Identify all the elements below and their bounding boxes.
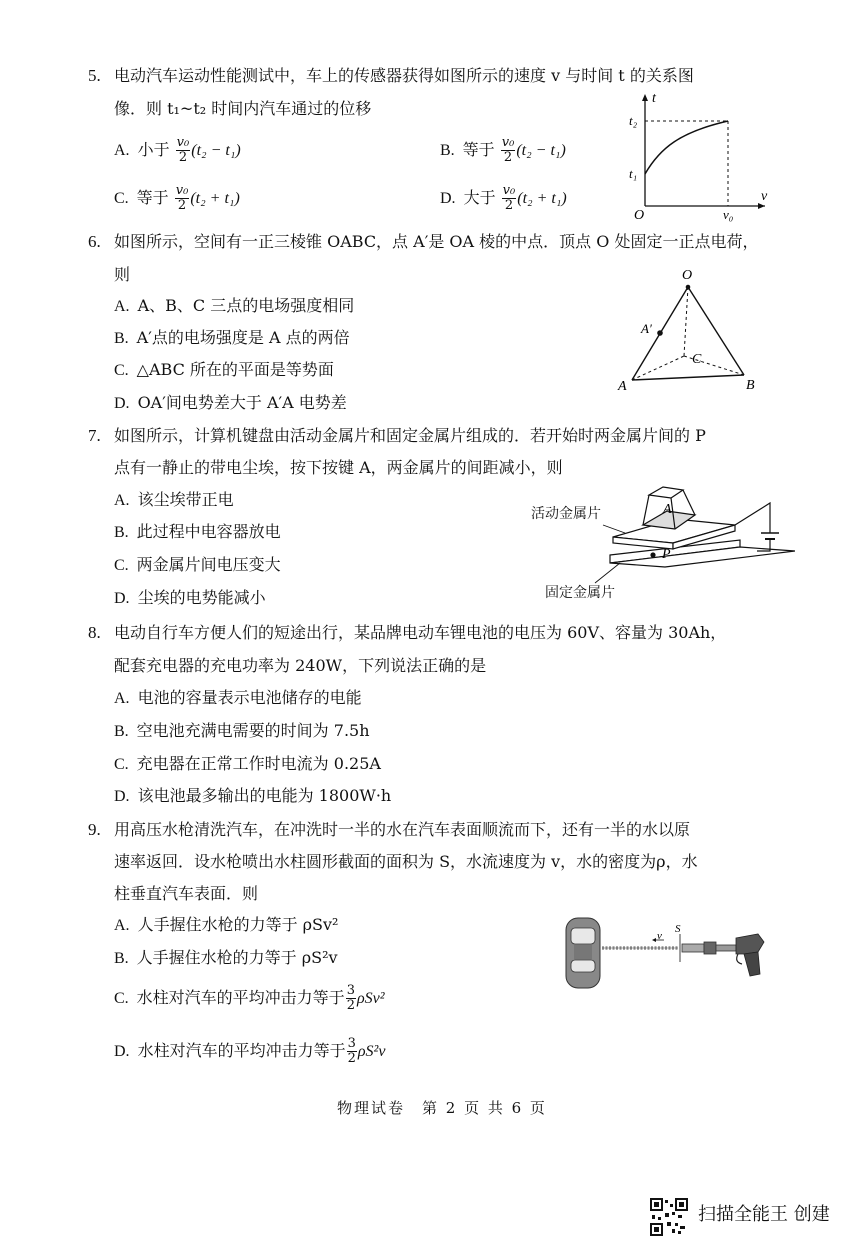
vertex-c-label: C <box>692 352 702 367</box>
option-suffix: (t₂ − t₁) <box>191 142 241 159</box>
area-label: S <box>675 923 681 935</box>
q8-number: 8. <box>88 623 101 642</box>
option-text: OA′间电势差大于 A′A 电势差 <box>137 393 347 412</box>
page-footer: 物理试卷 第 2 页 共 6 页 <box>337 1099 547 1117</box>
q9-stem-line2: 速率返回．设水枪喷出水柱圆形截面的面积为 S，水流速度为 v，水的密度为ρ，水 <box>114 852 698 871</box>
q7-stem-line2: 点有一静止的带电尘埃，按下按键 A，两金属片的间距减小，则 <box>114 458 563 477</box>
movable-plate-label: 活动金属片 <box>531 506 601 522</box>
option-letter: B. <box>114 524 129 541</box>
q5-velocity-time-graph <box>625 88 775 223</box>
option-prefix: 等于 <box>462 140 495 159</box>
q8-option-a <box>114 688 362 709</box>
q5-number: 5. <box>88 66 101 85</box>
vertex-a-label: A <box>618 379 627 394</box>
option-text: 充电器在正常工作时电流为 0.25A <box>136 754 381 773</box>
fraction: $\frac{3}{2}$ <box>346 983 355 1013</box>
fraction: $\frac{\text{v₀}}{2}$ <box>176 135 190 165</box>
q6-option-c <box>114 360 334 381</box>
option-letter: A. <box>114 298 130 315</box>
option-letter: A. <box>114 492 130 509</box>
q9-option-c <box>114 984 385 1013</box>
option-letter: A. <box>114 142 130 159</box>
fixed-plate-label: 固定金属片 <box>545 585 615 601</box>
option-prefix: 小于 <box>137 140 170 159</box>
q9-number: 9. <box>88 820 101 839</box>
q6-stem-line2: 则 <box>114 265 131 284</box>
option-letter: C. <box>114 362 129 379</box>
q5-stem-line1: 电动汽车运动性能测试中，车上的传感器获得如图所示的速度 v 与时间 t 的关系图 <box>114 66 694 85</box>
q8-option-d <box>114 786 391 807</box>
option-letter: A. <box>114 690 130 707</box>
graph-v0-label: v₀ <box>723 207 734 222</box>
option-letter: C. <box>114 557 129 574</box>
q8-option-b <box>114 721 370 742</box>
q7-option-c <box>114 555 281 576</box>
q9-stem-line1: 用高压水枪清洗汽车，在冲洗时一半的水在汽车表面顺流而下，还有一半的水以原 <box>114 820 691 839</box>
q8-stem-line1: 电动自行车方便人们的短途出行，某品牌电动车锂电池的电压为 60V、容量为 30Ah， <box>114 623 727 642</box>
option-text: 此过程中电容器放电 <box>136 522 281 541</box>
option-letter: B. <box>114 723 129 740</box>
graph-t2-label: t₂ <box>629 113 638 128</box>
point-p-label: P <box>662 547 671 562</box>
option-text: A、B、C 三点的电场强度相同 <box>137 296 355 315</box>
q9-option-b <box>114 948 338 969</box>
option-text: A′点的电场强度是 A 点的两倍 <box>136 328 350 347</box>
vertex-b-label: B <box>746 378 755 393</box>
option-letter: B. <box>114 950 129 967</box>
graph-t1-label: t₁ <box>629 166 638 181</box>
fraction: $\frac{\text{v₀}}{2}$ <box>502 183 516 213</box>
vertex-a-prime-label: A′ <box>641 321 652 336</box>
option-prefix: 大于 <box>463 188 496 207</box>
q6-option-b <box>114 328 350 349</box>
fraction: $\frac{\text{v₀}}{2}$ <box>175 183 189 213</box>
graph-origin-label: O <box>634 208 645 223</box>
option-suffix: (t₂ − t₁) <box>516 142 566 159</box>
q7-option-d <box>114 588 266 609</box>
qr-code-icon <box>650 1198 688 1236</box>
option-letter: D. <box>114 395 130 412</box>
option-text: 空电池充满电需要的时间为 7.5h <box>136 721 370 740</box>
q5-option-d <box>440 184 567 213</box>
vertex-o-label: O <box>682 268 693 283</box>
option-letter: D. <box>440 190 456 207</box>
q9-car-washing-figure <box>558 912 773 992</box>
velocity-label: v <box>657 930 662 942</box>
q7-option-a <box>114 490 234 511</box>
q5-option-a <box>114 136 241 165</box>
q5-option-b <box>440 136 566 165</box>
option-prefix: 等于 <box>136 188 169 207</box>
option-prefix: 水柱对汽车的平均冲击力等于 <box>137 1041 346 1060</box>
option-text: 尘埃的电势能减小 <box>137 588 266 607</box>
option-suffix: ρSv² <box>356 990 385 1007</box>
option-letter: B. <box>440 142 455 159</box>
q7-option-b <box>114 522 281 543</box>
option-letter: A. <box>114 917 130 934</box>
option-text: 电池的容量表示电池储存的电能 <box>137 688 362 707</box>
fraction: $\frac{\text{v₀}}{2}$ <box>501 135 515 165</box>
option-suffix: (t₂ + t₁) <box>190 190 240 207</box>
q8-option-c <box>114 754 381 775</box>
q5-option-c <box>114 184 240 213</box>
option-text: 该尘埃带正电 <box>137 490 234 509</box>
q6-option-d <box>114 393 347 414</box>
q9-option-a <box>114 915 338 936</box>
q6-number: 6. <box>88 232 101 251</box>
option-text: 人手握住水枪的力等于 ρS²v <box>136 948 338 967</box>
q5-stem-line2: 像．则 t₁~t₂ 时间内汽车通过的位移 <box>114 99 372 118</box>
option-letter: B. <box>114 330 129 347</box>
graph-axis-y-label: t <box>652 91 656 106</box>
option-text: 两金属片间电压变大 <box>136 555 281 574</box>
q8-stem-line2: 配套充电器的充电功率为 240W，下列说法正确的是 <box>114 656 487 675</box>
q9-stem-line3: 柱垂直汽车表面．则 <box>114 884 259 903</box>
q9-option-d <box>114 1037 385 1066</box>
option-suffix: (t₂ + t₁) <box>517 190 567 207</box>
option-text: △ABC 所在的平面是等势面 <box>136 360 334 379</box>
q6-option-a <box>114 296 354 317</box>
fraction: $\frac{3}{2}$ <box>347 1036 356 1066</box>
option-text: 该电池最多输出的电能为 1800W·h <box>137 786 392 805</box>
option-letter: C. <box>114 190 129 207</box>
key-a-label: A <box>663 502 672 517</box>
option-text: 人手握住水枪的力等于 ρSv² <box>137 915 339 934</box>
option-letter: D. <box>114 788 130 805</box>
option-letter: D. <box>114 1043 130 1060</box>
scanner-watermark: 扫描全能王 创建 <box>698 1204 830 1225</box>
option-suffix: ρS²v <box>357 1043 386 1060</box>
q6-pyramid-figure <box>612 265 762 395</box>
graph-axis-x-label: v <box>761 189 768 204</box>
option-letter: D. <box>114 590 130 607</box>
option-prefix: 水柱对汽车的平均冲击力等于 <box>136 988 345 1007</box>
q7-number: 7. <box>88 426 101 445</box>
q6-stem-line1: 如图所示，空间有一正三棱锥 OABC，点 A′是 OA 棱的中点．顶点 O 处固定一正点电荷， <box>114 232 759 251</box>
q7-stem-line1: 如图所示，计算机键盘由活动金属片和固定金属片组成的．若开始时两金属片间的 P <box>114 426 706 445</box>
option-letter: C. <box>114 756 129 773</box>
option-letter: C. <box>114 990 129 1007</box>
